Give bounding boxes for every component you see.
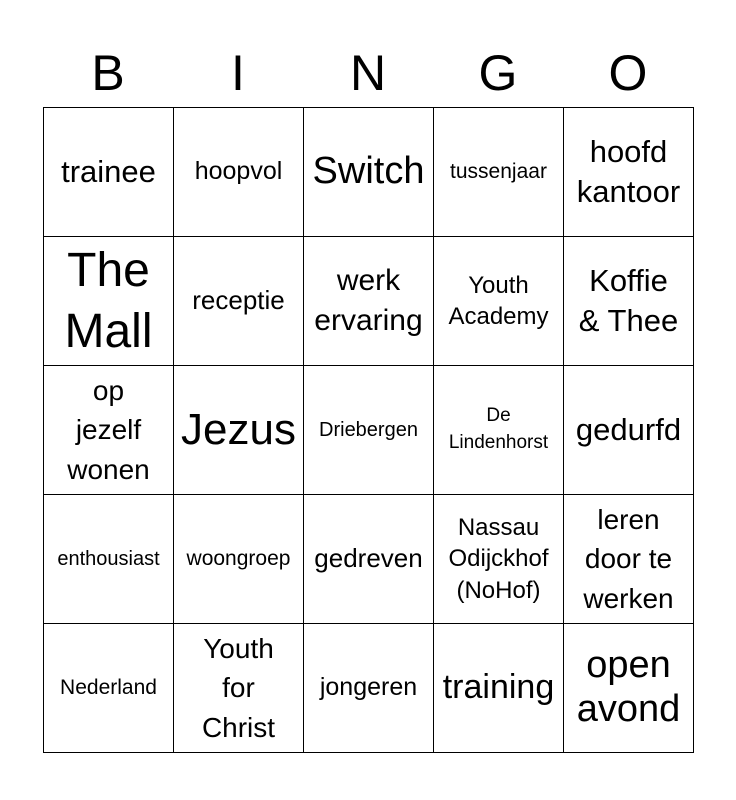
cell-text: leren door te werken — [583, 504, 674, 614]
cell-text: gedreven — [314, 543, 423, 574]
header-letter-n: N — [349, 45, 387, 101]
bingo-cell[interactable] — [564, 624, 694, 753]
cell-text: trainee — [61, 153, 156, 189]
board-row-2 — [44, 237, 694, 366]
bingo-cell[interactable] — [434, 624, 564, 753]
cell-text: The Mall — [64, 243, 153, 358]
cell-text: op jezelf wonen — [67, 375, 150, 485]
board-row-1 — [44, 108, 694, 237]
cell-text: Nassau Odijckhof (NoHof) — [448, 514, 549, 604]
bingo-cell[interactable] — [304, 495, 434, 624]
cell-text: jongeren — [319, 673, 418, 702]
cell-text: enthousiast — [57, 548, 160, 570]
bingo-cell[interactable] — [434, 366, 564, 495]
header-letter-i: I — [231, 45, 245, 101]
bingo-cell[interactable] — [304, 237, 434, 366]
bingo-cell[interactable] — [434, 108, 564, 237]
bingo-cell[interactable] — [564, 366, 694, 495]
cell-text: hoopvol — [194, 157, 283, 186]
bingo-cell[interactable] — [44, 624, 174, 753]
cell-text: De Lindenhorst — [448, 405, 549, 453]
cell-text: Youth Academy — [448, 271, 549, 330]
bingo-cell[interactable] — [304, 624, 434, 753]
bingo-cell[interactable] — [564, 237, 694, 366]
cell-text: Koffie & Thee — [578, 262, 679, 338]
header-letter-b: B — [91, 45, 125, 101]
bingo-cell[interactable] — [304, 108, 434, 237]
bingo-cell[interactable] — [44, 366, 174, 495]
bingo-cell[interactable] — [44, 237, 174, 366]
cell-text: Nederland — [60, 676, 157, 700]
cell-text: tussenjaar — [450, 160, 547, 184]
cell-text: woongroep — [186, 547, 291, 571]
cell-text: Switch — [312, 150, 425, 193]
board-row-3 — [44, 366, 694, 495]
cell-text: open avond — [576, 644, 681, 730]
bingo-cell[interactable] — [564, 108, 694, 237]
bingo-cell[interactable] — [304, 366, 434, 495]
cell-text: hoofd kantoor — [576, 133, 681, 209]
cell-text: receptie — [192, 285, 285, 316]
cell-text: Jezus — [181, 405, 296, 455]
bingo-header — [43, 40, 693, 106]
bingo-cell[interactable] — [434, 237, 564, 366]
bingo-board — [43, 107, 694, 753]
board-row-4 — [44, 495, 694, 624]
cell-text: Youth for Christ — [201, 633, 276, 743]
board-row-5 — [44, 624, 694, 753]
bingo-cell[interactable] — [44, 495, 174, 624]
bingo-cell[interactable] — [564, 495, 694, 624]
cell-text: Driebergen — [319, 419, 418, 441]
bingo-cell[interactable] — [174, 237, 304, 366]
cell-text: werk ervaring — [314, 264, 423, 337]
cell-text: gedurfd — [575, 411, 682, 447]
bingo-cell[interactable] — [434, 495, 564, 624]
bingo-cell[interactable] — [174, 366, 304, 495]
header-letter-g: G — [478, 45, 518, 101]
bingo-cell[interactable] — [174, 495, 304, 624]
cell-text: training — [442, 668, 555, 707]
bingo-cell[interactable] — [174, 108, 304, 237]
header-letter-o: O — [608, 45, 648, 101]
bingo-cell[interactable] — [44, 108, 174, 237]
bingo-cell[interactable] — [174, 624, 304, 753]
